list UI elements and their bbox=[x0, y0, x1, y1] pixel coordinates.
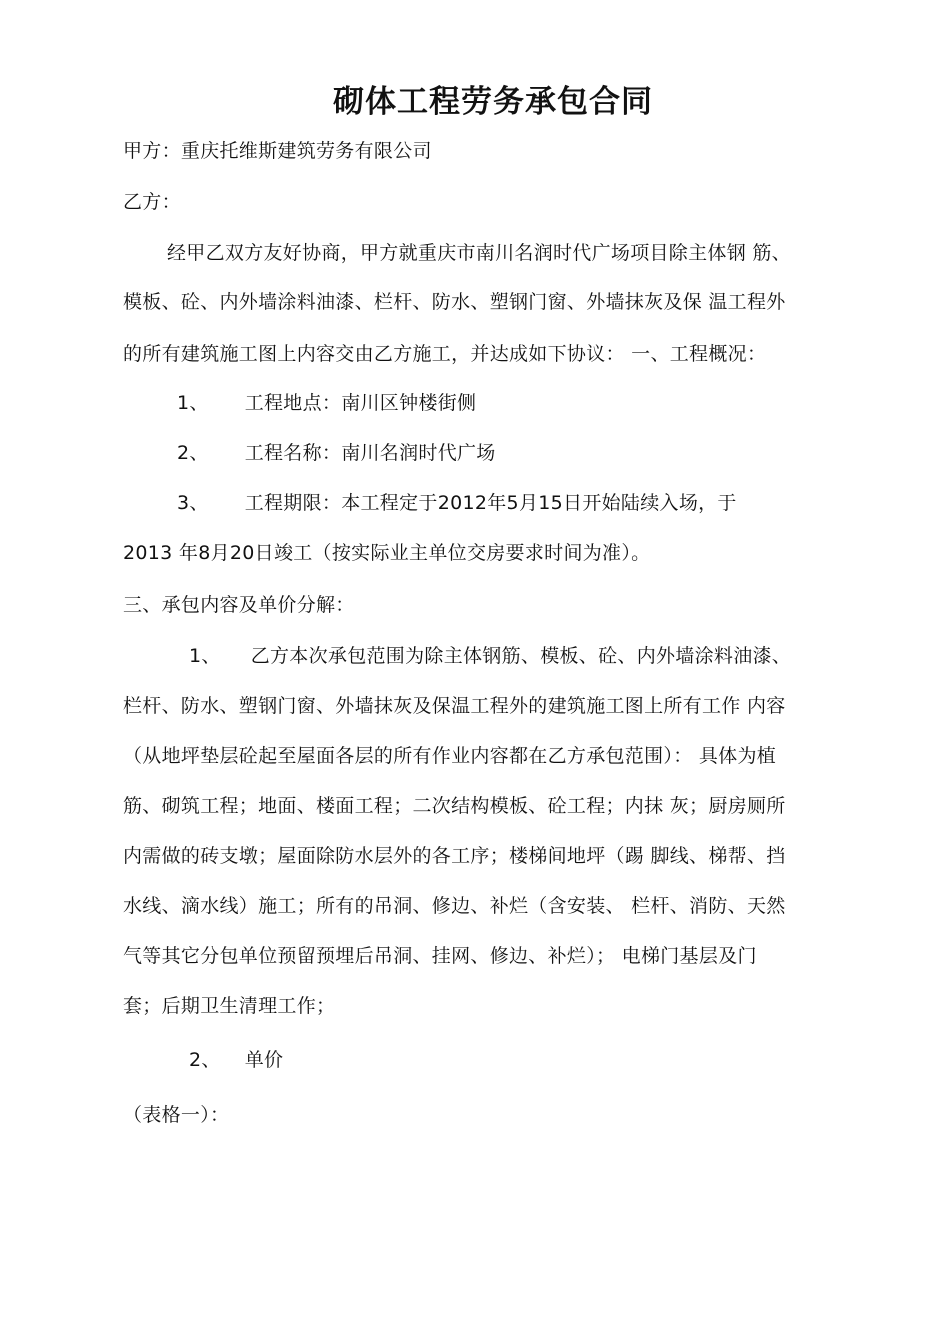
scope-line-2: （从地坪垫层砼起至屋面各层的所有作业内容都在乙方承包范围）： 具体为植 bbox=[123, 745, 777, 767]
unit-price-label: 单价 bbox=[244, 1049, 284, 1071]
intro-line-2: 模板、砼、内外墙涂料油漆、栏杆、防水、塑钢门窗、外墙抹灰及保 温工程外 bbox=[123, 291, 786, 313]
party-a: 甲方：重庆托维斯建筑劳务有限公司 bbox=[123, 140, 432, 162]
section-3-heading: 三、承包内容及单价分解： bbox=[123, 594, 355, 616]
scope-line-5: 水线、滴水线）施工；所有的吊洞、修边、补烂（含安装、 栏杆、消防、天然 bbox=[123, 895, 786, 917]
intro-line-3: 的所有建筑施工图上内容交由乙方施工，并达成如下协议： 一、工程概况： bbox=[123, 343, 767, 365]
unit-price-heading bbox=[189, 1047, 283, 1073]
scope-line-3: 筋、砌筑工程；地面、楼面工程；二次结构模板、砼工程；内抹 灰；厨房厕所 bbox=[123, 795, 786, 817]
party-b: 乙方： bbox=[123, 191, 181, 213]
overview-item-3 bbox=[177, 490, 737, 516]
overview-item-2 bbox=[177, 440, 496, 466]
scope-line-1: 栏杆、防水、塑钢门窗、外墙抹灰及保温工程外的建筑施工图上所有工作 内容 bbox=[123, 695, 786, 717]
unit-price-number: 2、 bbox=[189, 1049, 221, 1071]
overview-item-2-text: 工程名称：南川名润时代广场 bbox=[244, 442, 496, 464]
scope-line-6: 气等其它分包单位预留预埋后吊洞、挂网、修边、补烂）； 电梯门基层及门 bbox=[123, 945, 757, 967]
table-reference: （表格一）： bbox=[123, 1104, 230, 1126]
overview-item-3-continued: 2013 年8月20日竣工（按实际业主单位交房要求时间为准）。 bbox=[123, 542, 651, 564]
scope-first-text: 乙方本次承包范围为除主体钢筋、模板、砼、内外墙涂料油漆、 bbox=[250, 645, 792, 667]
document-title: 砌体工程劳务承包合同 bbox=[333, 84, 653, 120]
scope-line-7: 套；后期卫生清理工作； bbox=[123, 995, 336, 1017]
scope-first-line bbox=[189, 643, 791, 669]
scope-number: 1、 bbox=[189, 645, 221, 667]
overview-item-1-text: 工程地点：南川区钟楼街侧 bbox=[244, 392, 477, 414]
overview-item-1-number: 1、 bbox=[177, 392, 209, 414]
overview-item-1 bbox=[177, 390, 476, 416]
overview-item-3-number: 3、 bbox=[177, 492, 209, 514]
overview-item-2-number: 2、 bbox=[177, 442, 209, 464]
intro-line-1: 经甲乙双方友好协商，甲方就重庆市南川名润时代广场项目除主体钢 筋、 bbox=[167, 242, 791, 264]
overview-item-3-text: 工程期限：本工程定于2012年5月15日开始陆续入场，于 bbox=[244, 492, 737, 514]
scope-line-4: 内需做的砖支墩；屋面除防水层外的各工序；楼梯间地坪（踢 脚线、梯帮、挡 bbox=[123, 845, 786, 867]
